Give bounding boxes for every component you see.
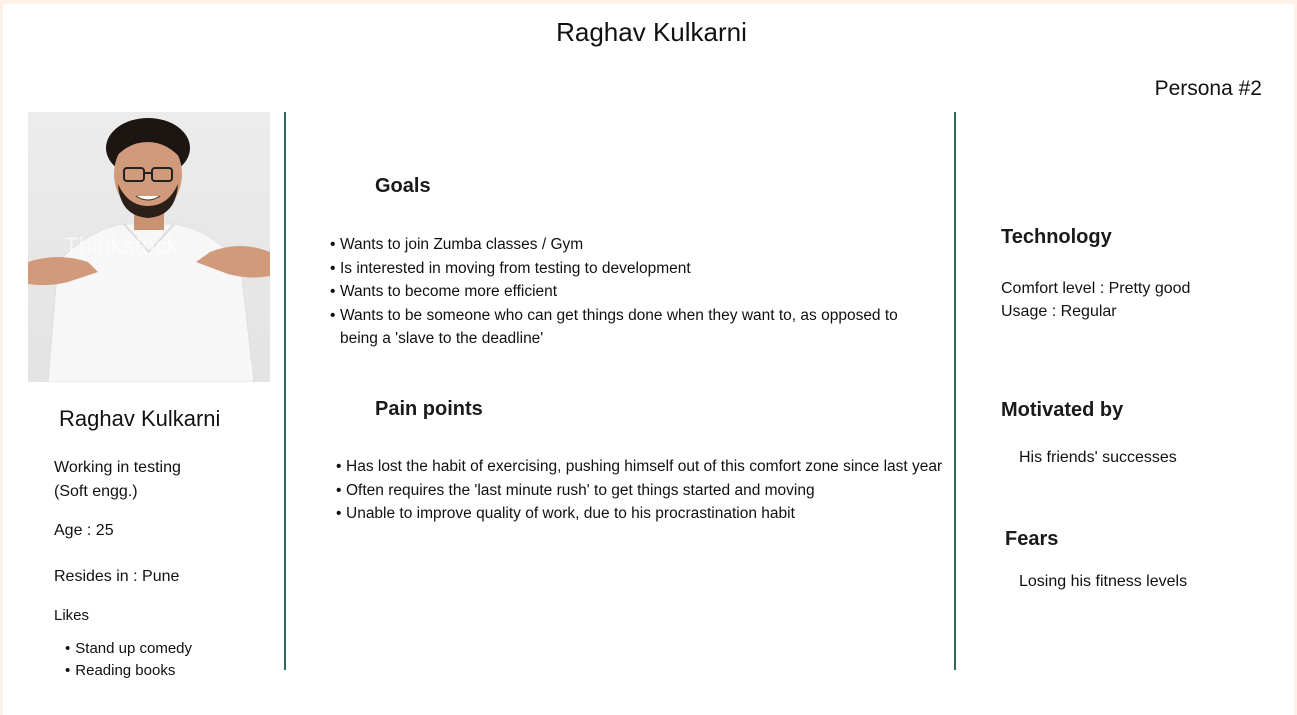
- occupation-line-2: (Soft engg.): [54, 483, 138, 500]
- occupation-line-1: Working in testing: [54, 459, 181, 476]
- list-item: • Has lost the habit of exercising, pushing himself out of this comfort zone since last year: [336, 455, 946, 479]
- watermark-text: Thinkstock: [64, 233, 179, 260]
- list-item: • Stand up comedy: [65, 638, 192, 660]
- left-divider: [284, 112, 286, 670]
- persona-number: Persona #2: [1154, 77, 1262, 100]
- residence: Resides in : Pune: [54, 568, 180, 585]
- goals-heading: Goals: [375, 175, 431, 197]
- page-title: Raghav Kulkarni: [556, 17, 747, 47]
- right-divider: [954, 112, 956, 670]
- list-item: • Wants to be someone who can get things done when they want to, as opposed to being a 'slave to the deadline': [330, 304, 930, 351]
- profile-name: Raghav Kulkarni: [59, 406, 221, 431]
- fears-heading: Fears: [1005, 528, 1059, 550]
- list-item: • Unable to improve quality of work, due to his procrastination habit: [336, 502, 946, 526]
- list-item: • Wants to become more efficient: [330, 280, 930, 304]
- fears-text: Losing his fitness levels: [1019, 573, 1188, 590]
- pain-points-heading: Pain points: [375, 398, 483, 420]
- list-item: • Reading books: [65, 660, 192, 682]
- usage: Usage : Regular: [1001, 303, 1117, 320]
- pain-points-list: [336, 455, 946, 526]
- list-item: • Wants to join Zumba classes / Gym: [330, 233, 930, 257]
- motivated-by-text: His friends' successes: [1019, 449, 1177, 466]
- person-illustration: [28, 112, 270, 382]
- list-item: • Is interested in moving from testing to development: [330, 257, 930, 281]
- comfort-level: Comfort level : Pretty good: [1001, 280, 1191, 297]
- likes-label: Likes: [54, 607, 90, 624]
- profile-photo: [28, 112, 270, 382]
- technology-details: [1001, 277, 1190, 323]
- technology-heading: Technology: [1001, 226, 1112, 248]
- motivated-by-heading: Motivated by: [1001, 399, 1124, 421]
- goals-list: [330, 233, 930, 351]
- list-item: • Often requires the 'last minute rush' to get things started and moving: [336, 479, 946, 503]
- age: Age : 25: [54, 522, 114, 539]
- occupation: [54, 456, 274, 504]
- likes-list: [65, 638, 192, 682]
